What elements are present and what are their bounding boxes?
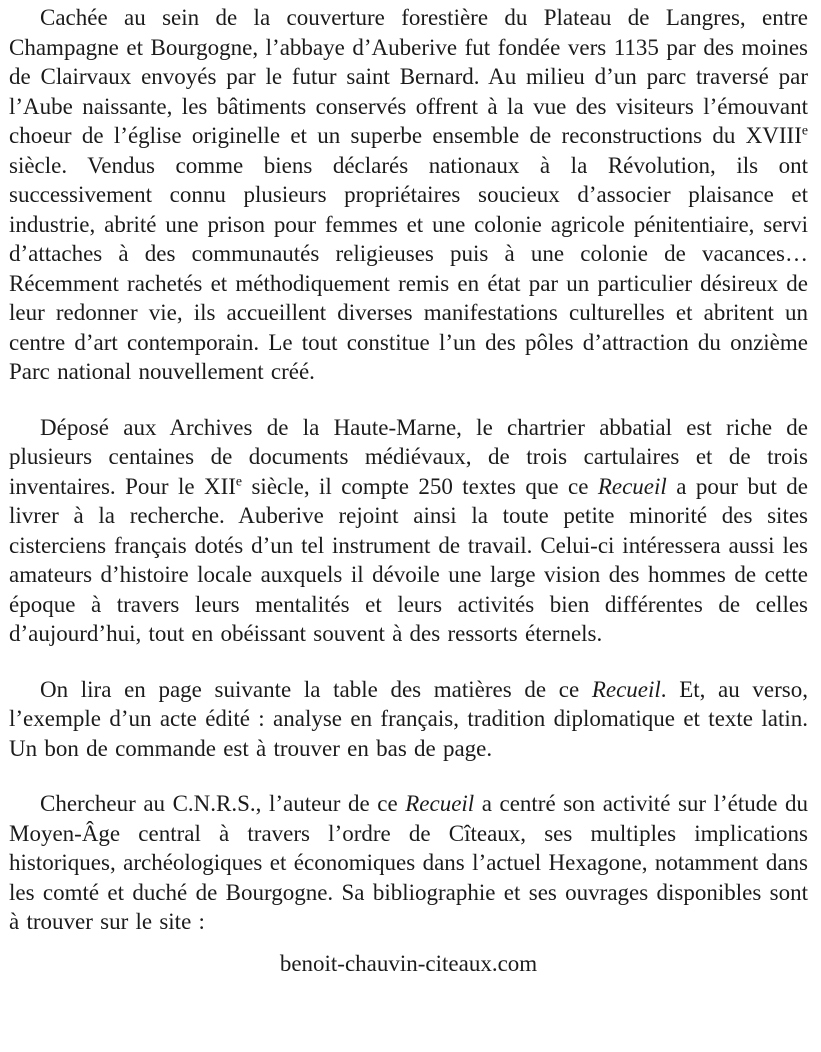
paragraph [9, 675, 808, 764]
document-body [9, 3, 808, 937]
text-segment: Cachée au sein de la couverture forestière du Plateau de Langres, entre Champagne et Bourgogne, l’abbaye d’Auberive fut fondée vers 1135 par des moines de Clairvaux envoyés par le futur saint Bernard. Au milieu d’un parc traversé par l’Aube naissante, les bâtiments conservés offrent à la vue des visiteurs l’émouvant choeur de l’église originelle et un superbe ensemble de reconstructions du XVIII [9, 5, 808, 148]
paragraph [9, 413, 808, 649]
text-segment: . Et, au verso, l’exemple d’un acte édité : analyse en français, tradition diplomatique et texte latin. Un bon de commande est à trouver en bas de page. [9, 676, 808, 761]
text-segment: Chercheur au C.N.R.S., l’auteur de ce [40, 791, 406, 816]
text-segment: siècle. Vendus comme biens déclarés nationaux à la Révolution, ils ont successivement connu plusieurs propriétaires soucieux d’associer plaisance et industrie, abrité une prison pour femmes et une colonie agricole pénitentiaire, servi d’attaches à des communautés religieuses puis à une colonie de vacances… Récemment rachetés et méthodiquement remis en état par un particulier désireux de leur redonner vie, ils accueillent diverses manifestations culturelles et abritent un centre d’art contemporain. Le tout constitue l’un des pôles d’attraction du onzième Parc national nouvellement créé. [9, 152, 808, 384]
italic-text: Recueil [405, 791, 475, 816]
text-segment: On lira en page suivante la table des matières de ce [40, 676, 592, 702]
superscript-text: e [235, 472, 243, 488]
paragraph [9, 789, 808, 937]
text-segment: siècle, il compte 250 textes que ce [242, 473, 598, 499]
website-address: benoit-chauvin-citeaux.com [279, 950, 538, 976]
text-segment: Déposé aux Archives de la Haute-Marne, le chartrier abbatial est riche de plusieurs centaines de documents médiévaux, de trois cartulaires et de trois inventaires. Pour le XII [9, 414, 808, 499]
text-segment: a centré son activité sur l’étude du Moyen-Âge central à travers l’ordre de Cîteaux, ses multiples implications historiques, archéologiques et économiques dans l’actuel Hexagone, notamment dans les comté et duché de Bourgogne. Sa bibliographie et ses ouvrages disponibles sont à trouver sur le site : [9, 791, 808, 934]
italic-text: Recueil [591, 676, 661, 702]
italic-text: Recueil [597, 473, 667, 499]
superscript-text: e [801, 122, 808, 138]
paragraph [9, 3, 808, 387]
text-segment: a pour but de livrer à la recherche. Auberive rejoint ainsi la toute petite minorité des sites cisterciens français dotés d’un tel instrument de travail. Celui-ci intéressera aussi les amateurs d’histoire locale auxquels il dévoile une large vision des hommes de cette époque à travers leurs mentalités et leurs activités bien différentes de celles d’aujourd’hui, tout en obéissant souvent à des ressorts éternels. [9, 473, 808, 646]
